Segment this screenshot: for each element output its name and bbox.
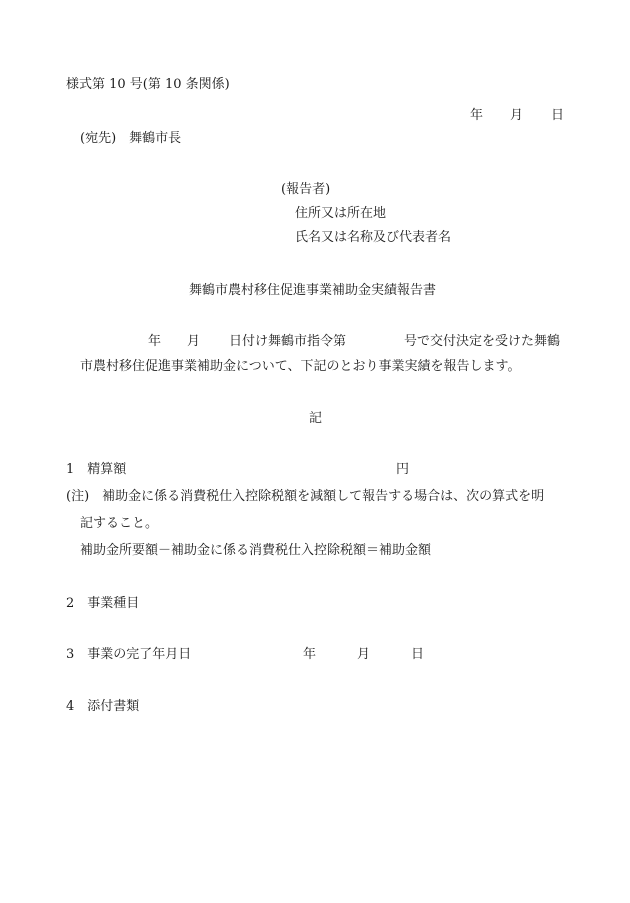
date-year: 年 bbox=[470, 108, 484, 123]
item3-month: 月 bbox=[357, 647, 371, 662]
item1-label: 1 精算額 bbox=[66, 462, 127, 477]
item3-label: 3 事業の完了年月日 bbox=[66, 647, 192, 662]
item3-day: 日 bbox=[411, 647, 425, 662]
date-month: 月 bbox=[510, 108, 524, 123]
reporter-name-label: 氏名又は名称及び代表者名 bbox=[295, 230, 452, 245]
item3-year: 年 bbox=[303, 647, 317, 662]
body-year: 年 bbox=[148, 334, 162, 349]
body-month: 月 bbox=[187, 334, 201, 349]
body-line1-end: 号で交付決定を受けた舞鶴 bbox=[404, 334, 561, 349]
addressee: (宛先) 舞鶴市長 bbox=[80, 131, 182, 146]
note-line2: 記すること。 bbox=[80, 516, 159, 531]
item4-label: 4 添付書類 bbox=[66, 699, 140, 714]
date-day: 日 bbox=[551, 108, 565, 123]
document-title: 舞鶴市農村移住促進事業補助金実績報告書 bbox=[189, 283, 437, 298]
note-formula: 補助金所要額－補助金に係る消費税仕入控除税額＝補助金額 bbox=[80, 543, 432, 558]
item2-label: 2 事業種目 bbox=[66, 596, 140, 611]
form-number: 様式第 10 号(第 10 条関係) bbox=[66, 77, 230, 92]
body-line2: 市農村移住促進事業補助金について、下記のとおり事業実績を報告します。 bbox=[80, 359, 521, 374]
note-line1: (注) 補助金に係る消費税仕入控除税額を減額して報告する場合は、次の算式を明 bbox=[66, 489, 545, 504]
body-line1-mid: 日付け舞鶴市指令第 bbox=[229, 334, 347, 349]
reporter-label: (報告者) bbox=[281, 182, 331, 197]
reporter-address-label: 住所又は所在地 bbox=[295, 206, 387, 221]
ki-heading: 記 bbox=[309, 411, 323, 426]
item1-unit: 円 bbox=[396, 462, 410, 477]
